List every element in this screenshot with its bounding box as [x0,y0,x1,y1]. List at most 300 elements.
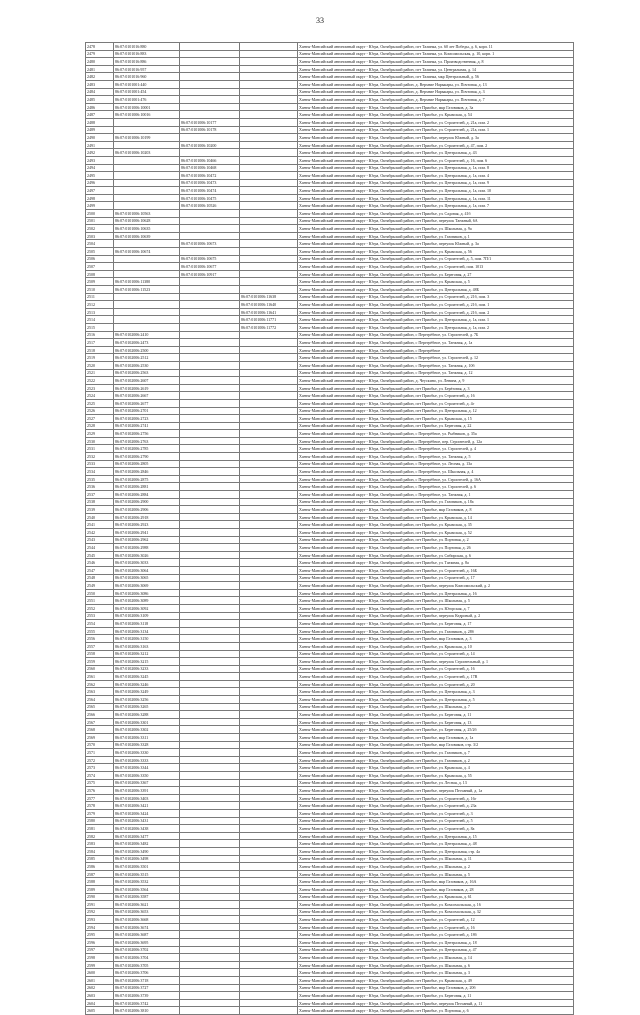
cadastral-number-cell: 86:07:0102006:2473 [114,339,180,347]
premises-number-alt-cell [240,916,298,924]
row-number-cell: 2489 [86,126,114,134]
address-cell: Ханты-Мансийский автономный округ - Югра, Октябрьский район, пгт Приобье, мкр Газовиков, д. 20б [298,984,574,992]
row-number-cell: 2529 [86,430,114,438]
premises-number-cell [180,718,240,726]
premises-number-alt-cell [240,164,298,172]
premises-number-alt-cell [240,923,298,931]
address-cell: Ханты-Мансийский автономный округ - Югра, Октябрьский район, пгт Приобье, переулок Таежный, 6А [298,217,574,225]
row-number-cell: 2599 [86,961,114,969]
premises-number-alt-cell [240,134,298,142]
address-cell: Ханты-Мансийский автономный округ - Югра, Октябрьский район, с Перегрёбное, ул. Таежная, д. 12 [298,369,574,377]
row-number-cell: 2542 [86,529,114,537]
table-row [86,293,574,301]
cadastral-number-cell: 86:07:0102006:3064 [114,566,180,574]
row-number-cell: 2480 [86,58,114,66]
address-cell: Ханты-Мансийский автономный округ - Югра, Октябрьский район, пгт Приобье, мкр Газовиков, д. 28 [298,885,574,893]
address-cell: Ханты-Мансийский автономный округ - Югра, Октябрьский район, пгт Приобье, ул. Центральная, д. 1а, пом. 8 [298,164,574,172]
premises-number-alt-cell [240,794,298,802]
address-cell: Ханты-Мансийский автономный округ - Югра, Октябрьский район, пгт Приобье, ул. Строителей, д. 16, пом. 6 [298,156,574,164]
row-number-cell: 2528 [86,422,114,430]
cadastral-number-cell: 86:07:0101006:10635 [114,225,180,233]
table-row [86,103,574,111]
table-row [86,225,574,233]
address-cell: Ханты-Мансийский автономный округ - Югра, Октябрьский район, пгт Приобье, ул. Школьная, д. 6 [298,961,574,969]
address-cell: Ханты-Мансийский автономный округ - Югра, Октябрьский район, пгт Приобье, ул. Школьная, д. 5 [298,597,574,605]
premises-number-cell [180,612,240,620]
premises-number-alt-cell [240,931,298,939]
premises-number-cell [180,726,240,734]
cadastral-number-cell: 86:07:0102006:3501 [114,863,180,871]
row-number-cell: 2587 [86,870,114,878]
premises-number-cell [180,483,240,491]
cadastral-number-cell: 86:07:0102006:3424 [114,809,180,817]
premises-number-cell [180,80,240,88]
premises-number-cell [180,855,240,863]
row-number-cell: 2581 [86,825,114,833]
row-number-cell: 2537 [86,491,114,499]
cadastral-number-cell: 86:07:0102006:3086 [114,589,180,597]
premises-number-alt-cell [240,437,298,445]
address-cell: Ханты-Мансийский автономный округ - Югра, Октябрьский район, пгт Приобье, ул. Центральная, д. 15 [298,832,574,840]
premises-number-cell: 86:07:0101006:10472 [180,172,240,180]
table-row [86,278,574,286]
property-registry-table [85,42,574,1015]
premises-number-alt-cell [240,194,298,202]
premises-number-alt-cell [240,498,298,506]
table-row [86,118,574,126]
premises-number-alt-cell [240,468,298,476]
row-number-cell: 2540 [86,513,114,521]
premises-number-cell [180,931,240,939]
row-number-cell: 2577 [86,794,114,802]
premises-number-alt-cell [240,946,298,954]
row-number-cell: 2521 [86,369,114,377]
premises-number-cell [180,756,240,764]
table-row [86,551,574,559]
premises-number-cell [180,779,240,787]
premises-number-cell [180,43,240,51]
premises-number-cell [180,597,240,605]
address-cell: Ханты-Мансийский автономный округ - Югра, Октябрьский район, пгт Талинка, ул. Комсомольская, д. 10, корп. 1 [298,50,574,58]
cadastral-number-cell [114,202,180,210]
table-row [86,536,574,544]
premises-number-alt-cell [240,734,298,742]
row-number-cell: 2561 [86,673,114,681]
address-cell: Ханты-Мансийский автономный округ - Югра, Октябрьский район, пгт Приобье, ул. Береговая, д. 11 [298,992,574,1000]
row-number-cell: 2592 [86,908,114,916]
row-number-cell: 2490 [86,134,114,142]
row-number-cell: 2549 [86,582,114,590]
table-row [86,232,574,240]
cadastral-number-cell [114,187,180,195]
row-number-cell: 2557 [86,642,114,650]
premises-number-alt-cell [240,43,298,51]
cadastral-number-cell: 86:07:0102006:3515 [114,870,180,878]
row-number-cell: 2479 [86,50,114,58]
address-cell: Ханты-Мансийский автономный округ - Югра, Октябрьский район, пгт Приобье, ул. Центральная, д. 1а, пом. 9 [298,179,574,187]
premises-number-alt-cell [240,726,298,734]
table-row [86,544,574,552]
table-row [86,422,574,430]
row-number-cell: 2560 [86,665,114,673]
cadastral-number-cell: 86:07:0102006:3092 [114,604,180,612]
cadastral-number-cell: 86:07:0102006:2875 [114,475,180,483]
address-cell: Ханты-Мансийский автономный округ - Югра, Октябрьский район, пгт Приобье, ул. Строителей, д. 20 [298,680,574,688]
address-cell: Ханты-Мансийский автономный округ - Югра, Октябрьский район, пгт Приобье, ул. Школьная, д. 3 [298,969,574,977]
premises-number-alt-cell [240,939,298,947]
cadastral-number-cell [114,301,180,309]
row-number-cell: 2538 [86,498,114,506]
cadastral-number-cell: 86:07:0101006:11380 [114,278,180,286]
address-cell: Ханты-Мансийский автономный округ - Югра, Октябрьский район, пгт Приобье, переулок Южный, д. 3а [298,240,574,248]
premises-number-cell [180,658,240,666]
address-cell: Ханты-Мансийский автономный округ - Югра, Октябрьский район, пгт Приобье, ул. Газовиков, д. 28б [298,627,574,635]
row-number-cell: 2596 [86,939,114,947]
address-cell: Ханты-Мансийский автономный округ - Югра, Октябрьский район, пгт Приобье, ул. Школьная, д. 7 [298,703,574,711]
address-cell: Ханты-Мансийский автономный округ - Югра, Октябрьский район, пгт Приобье, ул. Портовая, д. 2 [298,536,574,544]
table-row [86,73,574,81]
premises-number-alt-cell [240,969,298,977]
table-row [86,248,574,256]
premises-number-cell [180,301,240,309]
premises-number-cell: 86:07:0101006:10473 [180,179,240,187]
premises-number-cell [180,316,240,324]
premises-number-alt-cell [240,422,298,430]
table-row [86,961,574,969]
premises-number-cell [180,65,240,73]
row-number-cell: 2492 [86,149,114,157]
premises-number-cell [180,642,240,650]
row-number-cell: 2522 [86,377,114,385]
cadastral-number-cell: 86:07:0102006:2846 [114,468,180,476]
address-cell: Ханты-Мансийский автономный округ - Югра, Октябрьский район, пгт Приобье, ул. Школьная, д. 5 [298,870,574,878]
premises-number-alt-cell [240,384,298,392]
address-cell: Ханты-Мансийский автономный округ - Югра, Октябрьский район, пгт Приобье, ул. Портовая, д. 6 [298,1007,574,1015]
premises-number-cell [180,293,240,301]
premises-number-alt-cell [240,453,298,461]
address-cell: Ханты-Мансийский автономный округ - Югра, Октябрьский район, с Перегрёбное, ул. Лесная, д. 13а [298,460,574,468]
premises-number-cell [180,286,240,294]
premises-number-alt-cell [240,50,298,58]
table-row [86,361,574,369]
premises-number-alt-cell [240,361,298,369]
premises-number-cell [180,627,240,635]
premises-number-alt-cell [240,232,298,240]
premises-number-alt-cell [240,566,298,574]
cadastral-number-cell: 86:07:0102006:3742 [114,999,180,1007]
table-row [86,437,574,445]
row-number-cell: 2582 [86,832,114,840]
cadastral-number-cell: 86:07:0102006:2785 [114,445,180,453]
premises-number-cell: 86:07:0101006:10177 [180,118,240,126]
address-cell: Ханты-Мансийский автономный округ - Югра, Октябрьский район, пгт Приобье, ул. Строителей, д. 18б [298,931,574,939]
address-cell: Ханты-Мансийский автономный округ - Югра, Октябрьский район, с Перегрёбное, ул. Таежная, д. 10б [298,361,574,369]
premises-number-cell [180,566,240,574]
cadastral-number-cell: 86:07:0102006:3532 [114,878,180,886]
address-cell: Ханты-Мансийский автономный округ - Югра, Октябрьский район, пгт Приобье, ул. Центральная, д. 1а, пом. 10 [298,187,574,195]
table-row [86,172,574,180]
premises-number-cell [180,217,240,225]
table-row [86,711,574,719]
cadastral-number-cell: 86:07:0102006:3333 [114,756,180,764]
premises-number-cell [180,331,240,339]
row-number-cell: 2604 [86,999,114,1007]
premises-number-alt-cell [240,369,298,377]
premises-number-alt-cell [240,688,298,696]
address-cell: Ханты-Мансийский автономный округ - Югра, Октябрьский район, пгт Приобье, переулок Кедровый, д. 2 [298,612,574,620]
cadastral-number-cell: 86:07:0102006:3069 [114,582,180,590]
table-row [86,901,574,909]
premises-number-cell [180,999,240,1007]
table-row [86,756,574,764]
premises-number-cell: 86:07:0101006:10474 [180,187,240,195]
table-row [86,217,574,225]
table-row [86,491,574,499]
cadastral-number-cell: 86:07:0101016:886 [114,58,180,66]
premises-number-cell [180,703,240,711]
premises-number-alt-cell [240,399,298,407]
premises-number-cell [180,832,240,840]
premises-number-cell [180,969,240,977]
table-row [86,156,574,164]
cadastral-number-cell: 86:07:0102006:3026 [114,551,180,559]
premises-number-alt-cell [240,202,298,210]
address-cell: Ханты-Мансийский автономный округ - Югра, Октябрьский район, пгт Приобье, ул. Крымская, д. 61 [298,893,574,901]
premises-number-alt-cell [240,118,298,126]
address-cell: Ханты-Мансийский автономный округ - Югра, Октябрьский район, пгт Приобье, ул. Сибирская, д. 6 [298,551,574,559]
cadastral-number-cell: 86:07:0102006:3256 [114,696,180,704]
premises-number-cell [180,468,240,476]
premises-number-alt-cell [240,65,298,73]
cadastral-number-cell [114,308,180,316]
cadastral-number-cell [114,194,180,202]
table-row [86,88,574,96]
premises-number-cell [180,749,240,757]
table-row [86,931,574,939]
premises-number-alt-cell: 86:07:0101006:11640 [240,301,298,309]
address-cell: Ханты-Мансийский автономный округ - Югра, Октябрьский район, пгт Приобье, ул. Портовая, д. 26 [298,544,574,552]
cadastral-number-cell: 86:07:0102006:2619 [114,384,180,392]
premises-number-cell [180,772,240,780]
cadastral-number-cell: 86:07:0102006:3482 [114,840,180,848]
cadastral-number-cell: 86:07:0102006:2530 [114,361,180,369]
row-number-cell: 2507 [86,263,114,271]
address-cell: Ханты-Мансийский автономный округ - Югра, Октябрьский район, пгт Приобье, ул. Строителей, д. 21а, пом. 2 [298,118,574,126]
row-number-cell: 2485 [86,96,114,104]
address-cell: Ханты-Мансийский автономный округ - Югра, Октябрьский район, с Перегрёбное, ул. Строителей, д. 7Б [298,331,574,339]
premises-number-alt-cell: 86:07:0101006:11771 [240,316,298,324]
cadastral-number-cell: 86:07:0102006:3702 [114,946,180,954]
table-row [86,597,574,605]
row-number-cell: 2548 [86,574,114,582]
row-number-cell: 2564 [86,696,114,704]
table-row [86,680,574,688]
premises-number-cell [180,544,240,552]
cadastral-number-cell [114,240,180,248]
premises-number-alt-cell [240,999,298,1007]
row-number-cell: 2530 [86,437,114,445]
table-row [86,210,574,218]
cadastral-number-cell: 86:07:0102006:3477 [114,832,180,840]
row-number-cell: 2556 [86,635,114,643]
table-row [86,749,574,757]
cadastral-number-cell: 86:07:0102006:2884 [114,491,180,499]
address-cell: Ханты-Мансийский автономный округ - Югра, Октябрьский район, пгт Приобье, ул. Крымская, д. 4 [298,764,574,772]
cadastral-number-cell: 86:07:0102006:3621 [114,901,180,909]
cadastral-number-cell: 86:07:0102006:2512 [114,354,180,362]
premises-number-cell [180,529,240,537]
cadastral-number-cell [114,323,180,331]
cadastral-number-cell: 86:07:0102006:2607 [114,377,180,385]
premises-number-cell: 86:07:0101006:10677 [180,263,240,271]
address-cell: Ханты-Мансийский автономный округ - Югра, Октябрьский район, пгт Приобье, ул. Береговая, д. 13 [298,718,574,726]
premises-number-cell [180,589,240,597]
row-number-cell: 2486 [86,103,114,111]
premises-number-cell [180,817,240,825]
address-cell: Ханты-Мансийский автономный округ - Югра, Октябрьский район, пгт Приобье, переулок Строительный, д. 1 [298,658,574,666]
cadastral-number-cell: 86:07:0102006:3564 [114,885,180,893]
row-number-cell: 2562 [86,680,114,688]
address-cell: Ханты-Мансийский автономный округ - Югра, Октябрьский район, пгт Приобье, ул. Крымская, д. 14 [298,513,574,521]
table-row [86,270,574,278]
cadastral-number-cell: 86:07:0101006:11523 [114,286,180,294]
row-number-cell: 2550 [86,589,114,597]
premises-number-cell [180,506,240,514]
table-row [86,513,574,521]
premises-number-alt-cell [240,855,298,863]
cadastral-number-cell: 86:07:0101006:10563 [114,210,180,218]
address-cell: Ханты-Мансийский автономный округ - Югра, Октябрьский район, пгт Приобье, ул. Строителей, д. 16 [298,665,574,673]
premises-number-cell [180,453,240,461]
table-row [86,141,574,149]
premises-number-cell: 86:07:0101006:10917 [180,270,240,278]
premises-number-cell [180,908,240,916]
premises-number-cell [180,422,240,430]
row-number-cell: 2546 [86,559,114,567]
cadastral-number-cell [114,316,180,324]
premises-number-alt-cell [240,377,298,385]
table-row [86,43,574,51]
table-row [86,286,574,294]
premises-number-alt-cell [240,217,298,225]
cadastral-number-cell: 86:07:0102006:3668 [114,916,180,924]
table-row [86,847,574,855]
premises-number-alt-cell [240,225,298,233]
premises-number-cell [180,399,240,407]
cadastral-number-cell [114,164,180,172]
row-number-cell: 2517 [86,339,114,347]
row-number-cell: 2488 [86,118,114,126]
premises-number-cell: 86:07:0101006:10475 [180,194,240,202]
row-number-cell: 2554 [86,620,114,628]
premises-number-alt-cell [240,718,298,726]
row-number-cell: 2531 [86,445,114,453]
row-number-cell: 2594 [86,923,114,931]
row-number-cell: 2551 [86,597,114,605]
premises-number-alt-cell [240,673,298,681]
premises-number-cell [180,278,240,286]
cadastral-number-cell [114,126,180,134]
premises-number-cell [180,149,240,157]
table-row [86,589,574,597]
premises-number-cell [180,323,240,331]
cadastral-number-cell: 86:07:0102006:3150 [114,635,180,643]
premises-number-alt-cell [240,179,298,187]
row-number-cell: 2532 [86,453,114,461]
premises-number-cell [180,885,240,893]
table-row [86,460,574,468]
premises-number-cell [180,384,240,392]
cadastral-number-cell: 86:07:0102006:2563 [114,369,180,377]
row-number-cell: 2575 [86,779,114,787]
address-cell: Ханты-Мансийский автономный округ - Югра, Октябрьский район, пгт Приобье, мкр Газовиков, стр. 3/2 [298,741,574,749]
cadastral-number-cell [114,255,180,263]
premises-number-cell [180,1007,240,1015]
premises-number-alt-cell [240,415,298,423]
address-cell: Ханты-Мансийский автономный округ - Югра, Октябрьский район, пгт Приобье, ул. Строителей, д. 21а, пом. 1 [298,126,574,134]
cadastral-number-cell: 86:07:0102006:3033 [114,559,180,567]
row-number-cell: 2580 [86,817,114,825]
row-number-cell: 2563 [86,688,114,696]
cadastral-number-cell: 86:07:0102006:3328 [114,741,180,749]
premises-number-cell [180,134,240,142]
cadastral-number-cell: 86:07:0101001:440 [114,80,180,88]
premises-number-alt-cell [240,141,298,149]
row-number-cell: 2513 [86,308,114,316]
premises-number-alt-cell [240,270,298,278]
row-number-cell: 2520 [86,361,114,369]
row-number-cell: 2481 [86,65,114,73]
premises-number-cell [180,73,240,81]
row-number-cell: 2585 [86,855,114,863]
table-row [86,377,574,385]
cadastral-number-cell [114,179,180,187]
cadastral-number-cell: 86:07:0102006:3739 [114,992,180,1000]
premises-number-alt-cell [240,354,298,362]
premises-number-alt-cell [240,680,298,688]
address-cell: Ханты-Мансийский автономный округ - Югра, Октябрьский район, с Перегрёбное [298,346,574,354]
premises-number-cell [180,513,240,521]
row-number-cell: 2519 [86,354,114,362]
premises-number-alt-cell [240,491,298,499]
address-cell: Ханты-Мансийский автономный округ - Югра, Октябрьский район, пгт Приобье, ул. Береговая, д. 22 [298,422,574,430]
row-number-cell: 2483 [86,80,114,88]
premises-number-alt-cell [240,574,298,582]
address-cell: Ханты-Мансийский автономный округ - Югра, Октябрьский район, пгт Приобье, ул. Крымская, д. 54 [298,111,574,119]
premises-number-cell [180,923,240,931]
row-number-cell: 2601 [86,977,114,985]
address-cell: Ханты-Мансийский автономный округ - Югра, Октябрьский район, пгт Приобье, ул. Центральная, д. 16 [298,589,574,597]
table-row [86,665,574,673]
address-cell: Ханты-Мансийский автономный округ - Югра, Октябрьский район, с Перегрёбное, пер. Строителей, д. 12а [298,437,574,445]
premises-number-alt-cell [240,513,298,521]
table-row [86,65,574,73]
cadastral-number-cell: 86:07:0102006:3391 [114,787,180,795]
cadastral-number-cell: 86:07:0102006:3687 [114,931,180,939]
table-row [86,642,574,650]
premises-number-alt-cell [240,96,298,104]
row-number-cell: 2515 [86,323,114,331]
row-number-cell: 2494 [86,164,114,172]
address-cell: Ханты-Мансийский автономный округ - Югра, Октябрьский район, пгт Приобье, ул. Строителей, д. 5, пом. 7П/1 [298,255,574,263]
address-cell: Ханты-Мансийский автономный округ - Югра, Октябрьский район, пгт Приобье, ул. Школьная, д. 11 [298,855,574,863]
row-number-cell: 2555 [86,627,114,635]
premises-number-alt-cell [240,642,298,650]
premises-number-cell [180,711,240,719]
table-row [86,620,574,628]
address-cell: Ханты-Мансийский автономный округ - Югра, Октябрьский район, пгт Приобье, ул. Школьная, д. 9а [298,225,574,233]
premises-number-cell [180,901,240,909]
